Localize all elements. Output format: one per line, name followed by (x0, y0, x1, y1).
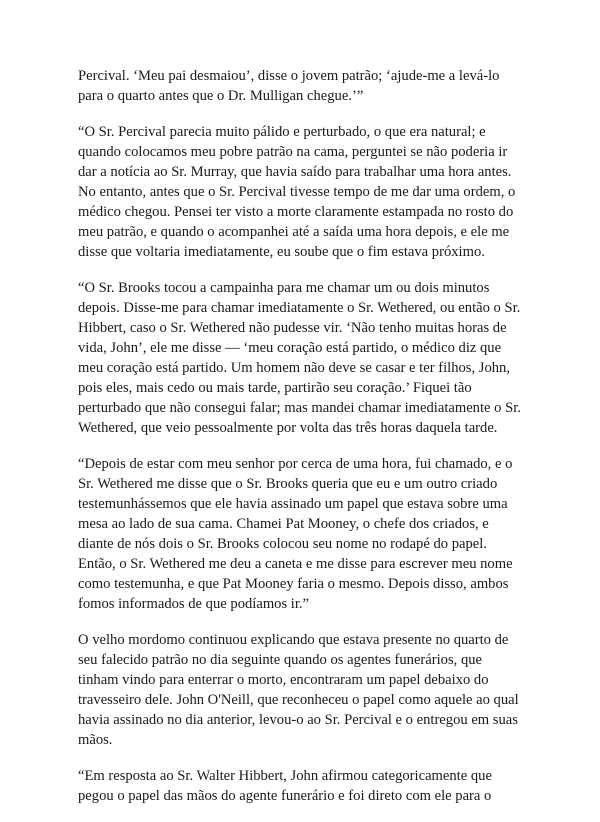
text-line: “O Sr. Percival parecia muito pálido e perturbado, o que era natural; e (78, 124, 486, 140)
text-line: dar a notícia ao Sr. Murray, que havia saído para trabalhar uma hora antes. (78, 164, 512, 180)
text-line: diante de nós dois o Sr. Brooks colocou seu nome no rodapé do papel. (78, 536, 487, 552)
text-line: “Em resposta ao Sr. Walter Hibbert, John afirmou categoricamente que (78, 768, 492, 784)
paragraph (78, 278, 528, 438)
text-line: travesseiro dele. John O'Neill, que reconheceu o papel como aquele ao qual (78, 692, 519, 708)
text-line: depois. Disse-me para chamar imediatamente o Sr. Wethered, ou então o Sr. (78, 300, 521, 316)
text-line: como testemunha, e que Pat Mooney faria o mesmo. Depois disso, ambos (78, 576, 509, 592)
text-line: perturbado que não consegui falar; mas mandei chamar imediatamente o Sr. (78, 400, 521, 416)
text-line: tinham vindo para enterrar o morto, encontraram um papel debaixo do (78, 672, 489, 688)
text-line: médico chegou. Pensei ter visto a morte claramente estampada no rosto do (78, 204, 514, 220)
text-line: seu falecido patrão no dia seguinte quando os agentes funerários, que (78, 652, 483, 668)
paragraph (78, 122, 528, 262)
text-line: mãos. (78, 732, 113, 748)
text-line: No entanto, antes que o Sr. Percival tivesse tempo de me dar uma ordem, o (78, 184, 516, 200)
text-line: Hibbert, caso o Sr. Wethered não pudesse vir. ‘Não tenho muitas horas de (78, 320, 507, 336)
text-line: para o quarto antes que o Dr. Mulligan chegue.’” (78, 88, 364, 104)
paragraph (78, 766, 528, 806)
paragraph (78, 66, 528, 106)
text-line: meu patrão, e quando o acompanhei até a saída uma hora depois, e ele me (78, 224, 510, 240)
text-line: vida, John’, ele me disse — ‘meu coração está partido, o médico diz que (78, 340, 502, 356)
text-line: havia assinado no dia anterior, levou-o ao Sr. Percival e o entregou em suas (78, 712, 518, 728)
text-line: O velho mordomo continuou explicando que estava presente no quarto de (78, 632, 509, 648)
body-text (78, 66, 528, 822)
text-line: Wethered, que veio pessoalmente por volta das três horas daquela tarde. (78, 420, 498, 436)
text-line: testemunhássemos que ele havia assinado um papel que estava sobre uma (78, 496, 508, 512)
text-line: Sr. Wethered me disse que o Sr. Brooks queria que eu e um outro criado (78, 476, 498, 492)
text-line: “O Sr. Brooks tocou a campainha para me chamar um ou dois minutos (78, 280, 490, 296)
paragraph (78, 630, 528, 750)
text-line: Então, o Sr. Wethered me deu a caneta e me disse para escrever meu nome (78, 556, 513, 572)
text-line: quando colocamos meu pobre patrão na cama, perguntei se não poderia ir (78, 144, 508, 160)
text-line: pois eles, mais cedo ou mais tarde, partirão seu coração.’ Fiquei tão (78, 380, 472, 396)
text-line: “Depois de estar com meu senhor por cerca de uma hora, fui chamado, e o (78, 456, 513, 472)
text-line: disse que voltaria imediatamente, eu soube que o fim estava próximo. (78, 244, 485, 260)
text-line: mesa ao lado de sua cama. Chamei Pat Mooney, o chefe dos criados, e (78, 516, 489, 532)
text-line: fomos informados de que podíamos ir.” (78, 596, 310, 612)
paragraph (78, 454, 528, 614)
text-line: Percival. ‘Meu pai desmaiou’, disse o jovem patrão; ‘ajude-me a levá-lo (78, 68, 500, 84)
text-line: meu coração está partido. Um homem não deve se casar e ter filhos, John, (78, 360, 510, 376)
text-line: pegou o papel das mãos do agente funerário e foi direto com ele para o (78, 788, 492, 804)
